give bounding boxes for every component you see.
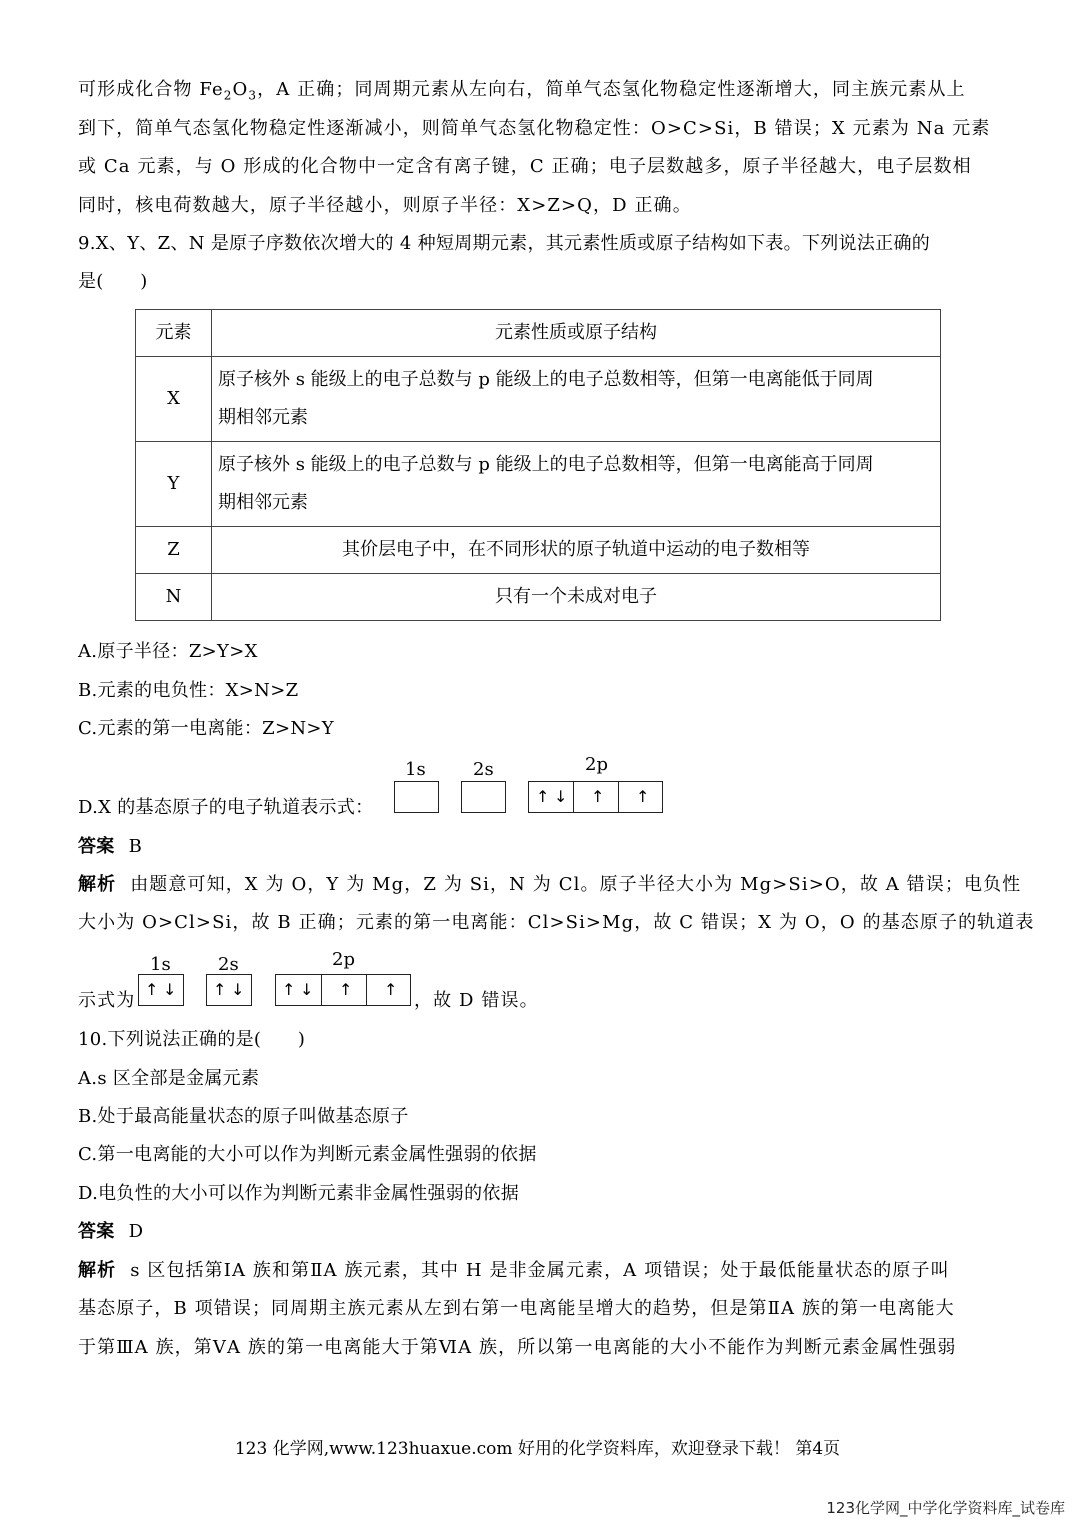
table-row	[136, 357, 941, 442]
spin-up-arrow: ↑	[636, 787, 650, 806]
orbital-box-2s	[206, 974, 252, 1006]
subscript: 3	[248, 88, 258, 103]
spin-down-arrow: ↓	[163, 980, 177, 999]
table-header-row	[136, 310, 941, 357]
analysis-text: s 区包括第ⅠA 族和第ⅡA 族元素，其中 H 是非金属元素，A 项错误；处于最低能量状态的原子叫	[130, 1260, 950, 1281]
orbital-label-2p: 2p	[585, 754, 608, 775]
analysis-label: 解析	[78, 874, 117, 895]
paragraph-line	[78, 78, 966, 102]
orbital-cell	[367, 975, 412, 1005]
table-row	[136, 527, 941, 574]
orbital-box-2p	[528, 781, 663, 813]
spin-up-arrow: ↑	[536, 787, 550, 806]
analysis-line: 于第ⅢA 族，第ⅤA 族的第一电离能大于第ⅥA 族，所以第一电离能的大小不能作为判断元素金属性强弱	[78, 1337, 957, 1358]
answer-value: B	[128, 836, 143, 857]
spin-down-arrow: ↓	[231, 980, 245, 999]
table-row	[136, 574, 941, 621]
option-a: A.原子半径：Z>Y>X	[78, 641, 258, 662]
option-a: A.s 区全部是金属元素	[78, 1068, 260, 1089]
table-header-cell: 元素性质或原子结构	[212, 310, 941, 357]
spin-down-arrow: ↓	[300, 980, 314, 999]
option-c: C.元素的第一电离能：Z>N>Y	[78, 718, 334, 739]
option-b: B.处于最高能量状态的原子叫做基态原子	[78, 1106, 409, 1127]
orbital-cell	[529, 782, 574, 812]
table-cell-element: Z	[136, 527, 212, 574]
orbital-label-2p: 2p	[332, 949, 355, 970]
analysis-text: 示式为	[78, 990, 136, 1011]
option-d: D.X 的基态原子的电子轨道表示式：	[78, 797, 374, 818]
orbital-label-1s: 1s	[150, 954, 171, 975]
analysis-line: 大小为 O>Cl>Si，故 B 正确；元素的第一电离能：Cl>Si>Mg，故 C 错误；X 为 O，O 的基态原子的轨道表	[78, 912, 1035, 933]
answer-value: D	[128, 1221, 144, 1242]
answer-line	[78, 1220, 143, 1244]
orbital-box-1s	[394, 781, 439, 813]
text: ，A 正确；同周期元素从左向右，简单气态氢化物稳定性逐渐增大，同主族元素从上	[257, 79, 966, 100]
orbital-box-1s	[138, 974, 184, 1006]
cell-line: 期相邻元素	[218, 407, 308, 428]
spin-up-arrow: ↑	[339, 980, 353, 999]
analysis-label: 解析	[78, 1260, 117, 1281]
cell-line: 原子核外 s 能级上的电子总数与 p 能级上的电子总数相等，但第一电离能高于同周	[218, 454, 874, 475]
table-row	[136, 442, 941, 527]
question-stem: 10.下列说法正确的是( )	[78, 1029, 306, 1050]
option-b: B.元素的电负性：X>N>Z	[78, 680, 299, 701]
orbital-label-2s: 2s	[218, 954, 239, 975]
spin-up-arrow: ↑	[282, 980, 296, 999]
orbital-box-2s	[461, 781, 506, 813]
analysis-text: 由题意可知，X 为 O，Y 为 Mg，Z 为 Si，N 为 Cl。原子半径大小为 Mg>Si>O，故 A 错误；电负性	[130, 874, 1022, 895]
answer-line	[78, 835, 142, 859]
table-cell-element: N	[136, 574, 212, 621]
paragraph-line: 同时，核电荷数越大，原子半径越小，则原子半径：X>Z>Q，D 正确。	[78, 195, 692, 216]
answer-label: 答案	[78, 836, 115, 857]
spin-up-arrow: ↑	[384, 980, 398, 999]
analysis-line	[78, 989, 135, 1013]
analysis-line: ，故 D 错误。	[414, 990, 539, 1011]
cell-line: 期相邻元素	[218, 492, 308, 513]
analysis-line: 基态原子，B 项错误；同周期主族元素从左到右第一电离能呈增大的趋势，但是第ⅡA 族的第一电离能大	[78, 1298, 955, 1319]
table-cell-property	[212, 442, 941, 527]
orbital-cell	[574, 782, 619, 812]
spin-up-arrow: ↑	[591, 787, 605, 806]
table-header-cell: 元素	[136, 310, 212, 357]
orbital-cell	[276, 975, 322, 1005]
orbital-label-2s: 2s	[473, 759, 494, 780]
table-cell-property: 只有一个未成对电子	[212, 574, 941, 621]
answer-label: 答案	[78, 1221, 115, 1242]
paragraph-line: 到下，简单气态氢化物稳定性逐渐减小，则简单气态氢化物稳定性：O>C>Si，B 错误；X 元素为 Na 元素	[78, 118, 991, 139]
orbital-label-1s: 1s	[405, 759, 426, 780]
option-d: D.电负性的大小可以作为判断元素非金属性强弱的依据	[78, 1183, 520, 1204]
question-stem: 9.X、Y、Z、N 是原子序数依次增大的 4 种短周期元素，其元素性质或原子结构如下表。下列说法正确的	[78, 233, 931, 254]
text: 可形成化合物 Fe	[78, 79, 224, 100]
element-properties-table	[135, 309, 941, 621]
orbital-box-2p	[275, 974, 411, 1006]
analysis-line	[78, 873, 1021, 897]
spin-down-arrow: ↓	[554, 787, 568, 806]
analysis-line	[78, 1259, 950, 1283]
orbital-cell	[619, 782, 664, 812]
table-cell-element: Y	[136, 442, 212, 527]
question-stem: 是( )	[78, 271, 148, 292]
table-cell-property: 其价层电子中，在不同形状的原子轨道中运动的电子数相等	[212, 527, 941, 574]
spin-up-arrow: ↑	[145, 980, 159, 999]
orbital-cell	[322, 975, 367, 1005]
option-c: C.第一电离能的大小可以作为判断元素金属性强弱的依据	[78, 1144, 537, 1165]
page-footer: 123 化学网,www.123huaxue.com 好用的化学资料库，欢迎登录下载！ 第4页	[234, 1439, 841, 1459]
subscript: 2	[223, 88, 233, 103]
table-cell-element: X	[136, 357, 212, 442]
cell-line: 原子核外 s 能级上的电子总数与 p 能级上的电子总数相等，但第一电离能低于同周	[218, 369, 874, 390]
spin-up-arrow: ↑	[213, 980, 227, 999]
table-cell-property	[212, 357, 941, 442]
paragraph-line: 或 Ca 元素，与 O 形成的化合物中一定含有离子键，C 正确；电子层数越多，原子半径越大，电子层数相	[78, 156, 972, 177]
watermark: 123化学网_中学化学资料库_试卷库	[826, 1499, 1065, 1517]
text: O	[232, 79, 249, 100]
